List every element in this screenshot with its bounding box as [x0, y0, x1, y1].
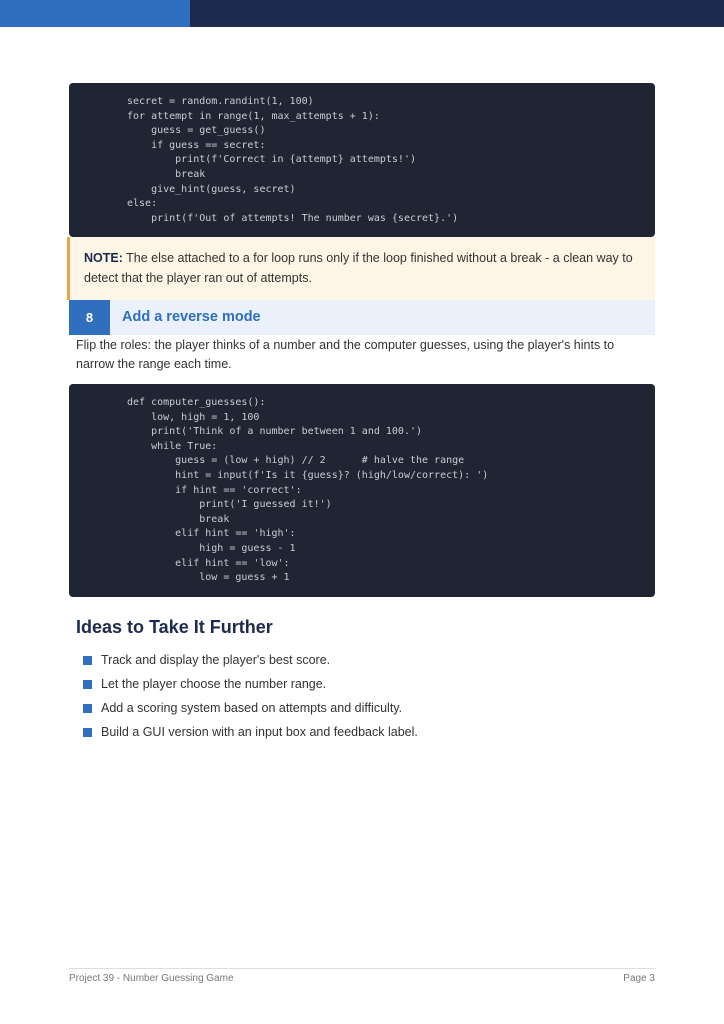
code-line: else:: [127, 198, 158, 210]
code-line: hint = input(f'Is it {guess}? (high/low/correct): '): [127, 469, 489, 481]
square-bullet-icon: [83, 656, 92, 665]
code-line: print('I guessed it!'): [127, 499, 332, 511]
code-line: secret = random.randint(1, 100): [127, 96, 314, 107]
code-line: low = guess + 1: [127, 572, 290, 584]
step-header: [69, 300, 655, 335]
code-line: print(f'Correct in {attempt} attempts!'): [127, 154, 416, 166]
step-description: Flip the roles: the player thinks of a number and the computer guesses, using the player's hints to narrow the range each time.: [76, 338, 615, 371]
idea-text: Add a scoring system based on attempts and difficulty.: [101, 701, 403, 715]
footer-divider: [69, 968, 655, 969]
code-block-reverse-mode: [69, 384, 655, 597]
note-label: NOTE:: [84, 251, 123, 265]
code-line: break: [127, 513, 230, 525]
idea-text: Build a GUI version with an input box and feedback label.: [101, 725, 418, 739]
note-callout: [67, 237, 655, 300]
list-item: [83, 696, 418, 720]
idea-text: Track and display the player's best score.: [101, 653, 331, 667]
top-header-bar: [0, 0, 724, 27]
ideas-list: [83, 648, 418, 744]
list-item: [83, 672, 418, 696]
idea-text: Let the player choose the number range.: [101, 677, 327, 691]
ideas-heading: Ideas to Take It Further: [76, 617, 273, 637]
code-line: print(f'Out of attempts! The number was {secret}.'): [127, 212, 459, 224]
note-text: The else attached to a for loop runs only if the loop finished without a break - a clean way to detect that the player ran out of attempts.: [84, 251, 633, 285]
code-line: while True:: [127, 440, 218, 452]
code-line: for attempt in range(1, max_attempts + 1):: [127, 110, 380, 122]
code-line: guess = get_guess(): [127, 125, 266, 137]
step-title: Add a reverse mode: [122, 309, 261, 325]
code-line: elif hint == 'low':: [127, 557, 290, 569]
list-item: [83, 648, 418, 672]
square-bullet-icon: [83, 704, 92, 713]
code-line: def computer_guesses():: [127, 397, 266, 408]
code-line: if hint == 'correct':: [127, 484, 302, 496]
footer-page-number: Page 3: [623, 973, 655, 984]
top-header-accent: [0, 0, 190, 27]
footer-project-title: Project 39 - Number Guessing Game: [69, 973, 234, 984]
step-number-badge: 8: [69, 300, 110, 335]
list-item: [83, 720, 418, 744]
code-line: guess = (low + high) // 2 # halve the range: [127, 455, 465, 467]
code-line: elif hint == 'high':: [127, 528, 296, 540]
square-bullet-icon: [83, 728, 92, 737]
code-line: give_hint(guess, secret): [127, 183, 296, 195]
code-line: print('Think of a number between 1 and 100.'): [127, 426, 423, 438]
code-line: low, high = 1, 100: [127, 411, 260, 423]
code-block-for-else: [69, 83, 655, 237]
code-line: break: [127, 168, 206, 180]
code-line: if guess == secret:: [127, 139, 266, 151]
square-bullet-icon: [83, 680, 92, 689]
code-line: high = guess - 1: [127, 542, 296, 554]
